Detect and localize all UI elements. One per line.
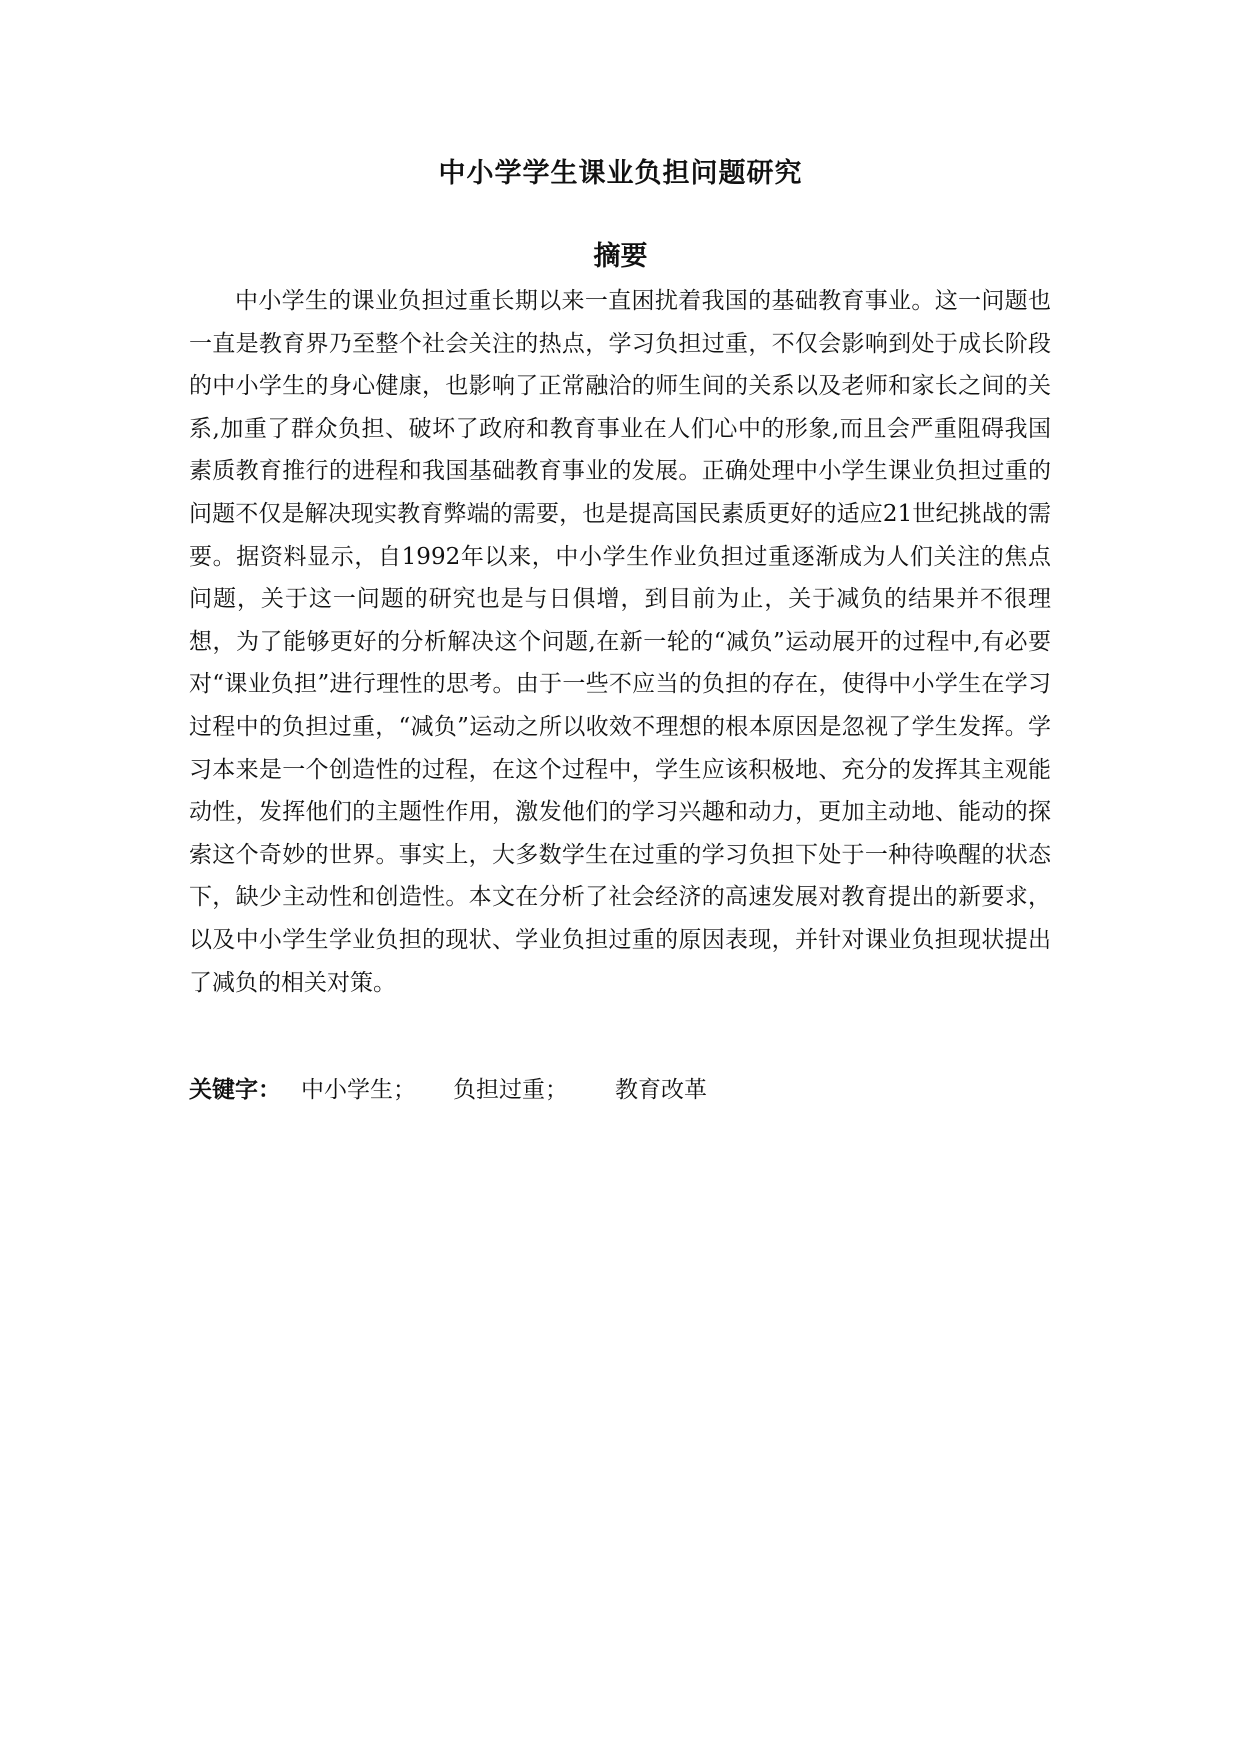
keyword-item: 负担过重； [453, 1077, 568, 1103]
document-title: 中小学学生课业负担问题研究 [438, 158, 803, 189]
keyword-item: 教育改革 [615, 1077, 707, 1103]
abstract-body: 中小学生的课业负担过重长期以来一直困扰着我国的基础教育事业。这一问题也一直是教育界乃至整个社会关注的热点，学习负担过重，不仅会影响到处于成长阶段的中小学生的身心健康，也影响了正常融洽的师生间的关系以及老师和家长之间的关系,加重了群众负担、破坏了政府和教育事业在人们心中的形象,而且会严重阻碍我国素质教育推行的进程和我国基础教育事业的发展。正确处理中小学生课业负担过重的问题不仅是解决现实教育弊端的需要，也是提高国民素质更好的适应21世纪挑战的需要。据资料显示，自1992年以来，中小学生作业负担过重逐渐成为人们关注的焦点问题，关于这一问题的研究也是与日俱增，到目前为止，关于减负的结果并不很理想，为了能够更好的分析解决这个问题,在新一轮的“减负”运动展开的过程中,有必要对“课业负担”进行理性的思考。由于一些不应当的负担的存在，使得中小学生在学习过程中的负担过重，“减负”运动之所以收效不理想的根本原因是忽视了学生发挥。学习本来是一个创造性的过程，在这个过程中，学生应该积极地、充分的发挥其主观能动性，发挥他们的主题性作用，激发他们的学习兴趣和动力，更加主动地、能动的探索这个奇妙的世界。事实上，大多数学生在过重的学习负担下处于一种待唤醒的状态下，缺少主动性和创造性。本文在分析了社会经济的高速发展对教育提出的新要求，以及中小学生学业负担的现状、学业负担过重的原因表现，并针对课业负担现状提出了减负的相关对策。 [189, 288, 1051, 996]
abstract-heading: 摘要 [593, 241, 648, 272]
keywords-line [189, 1070, 1051, 1110]
keywords-label: 关键字： [189, 1076, 281, 1103]
keyword-item: 中小学生； [301, 1077, 416, 1103]
